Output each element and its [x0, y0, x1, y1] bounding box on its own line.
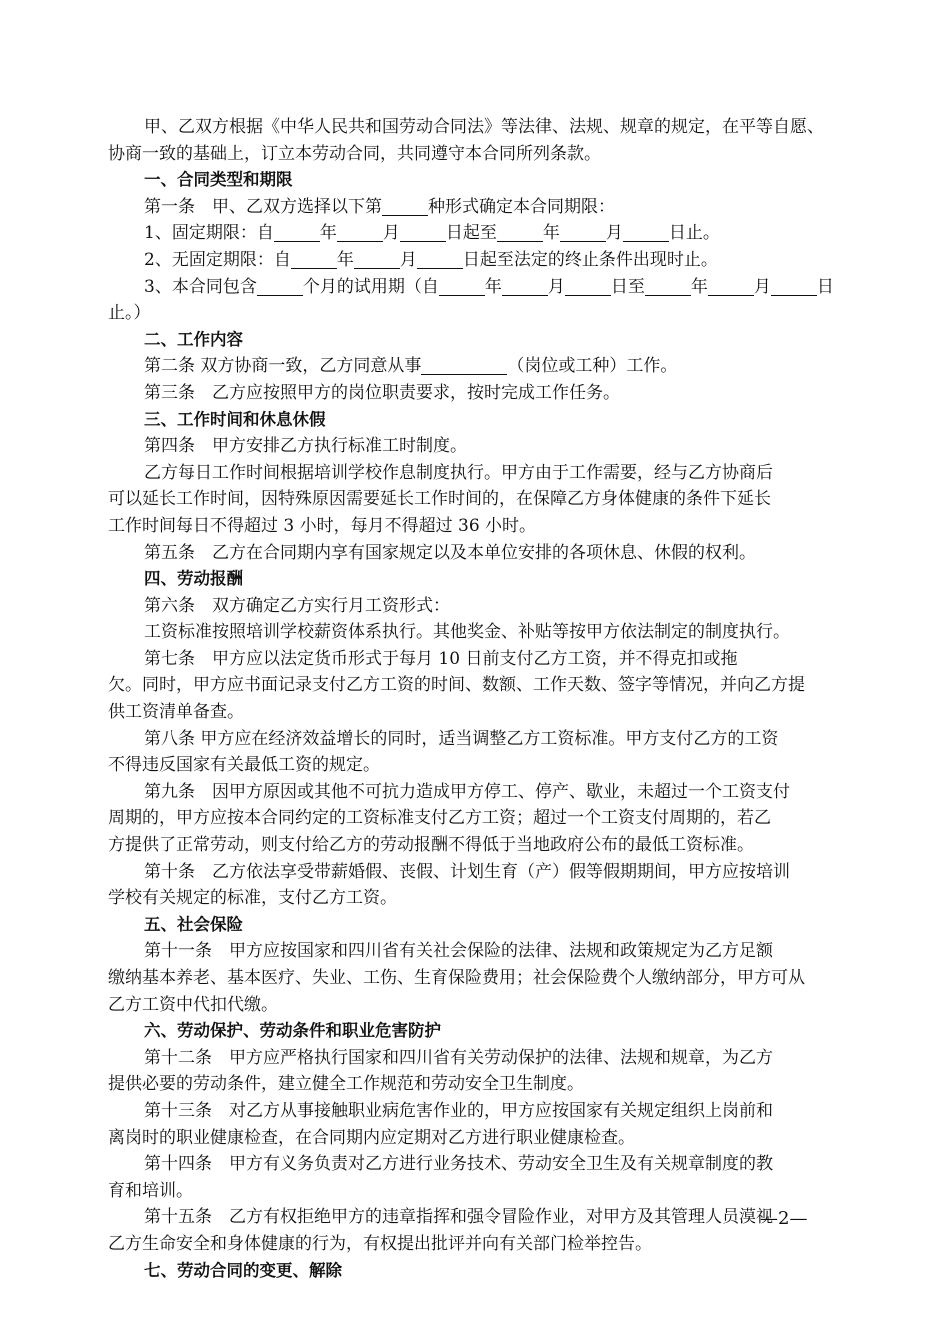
text-line: 乙方每日工作时间根据培训学校作息制度执行。甲方由于工作需要，经与乙方协商后	[144, 462, 773, 483]
section-heading: 七、劳动合同的变更、解除	[144, 1260, 342, 1280]
fill-in-blank[interactable]	[771, 275, 817, 296]
text-line: 不得违反国家有关最低工资的规定。	[108, 755, 380, 776]
fill-in-blank[interactable]	[274, 221, 320, 242]
section-heading: 四、劳动报酬	[144, 569, 243, 589]
text-line: 工资标准按照培训学校薪资体系执行。其他奖金、补贴等按甲方依法制定的制度执行。	[144, 622, 790, 643]
text-line: 第七条 甲方应以法定货币形式于每月 10 日前支付乙方工资，并不得克扣或拖	[144, 648, 738, 669]
text-line: 止。）	[108, 303, 151, 324]
text-line: 第一条 甲、乙双方选择以下第 种形式确定本合同期限：	[144, 196, 615, 217]
fill-in-blank[interactable]	[291, 248, 337, 269]
fill-in-blank[interactable]	[645, 275, 691, 296]
fill-in-blank[interactable]	[421, 354, 507, 375]
text-line: 缴纳基本养老、基本医疗、失业、工伤、生育保险费用；社会保险费个人缴纳部分，甲方可从	[108, 968, 805, 988]
text-line: 供工资清单备查。	[108, 702, 244, 723]
section-heading: 六、劳动保护、劳动条件和职业危害防护	[144, 1021, 441, 1041]
text-line: 第十条 乙方依法享受带薪婚假、丧假、计划生育（产）假等假期期间，甲方应按培训	[144, 861, 790, 882]
fill-in-blank[interactable]	[497, 221, 543, 242]
page-number: —2—	[760, 1208, 808, 1229]
contract-body	[108, 114, 853, 1284]
fill-in-blank[interactable]	[417, 248, 463, 269]
text-line: 甲、乙双方根据《中华人民共和国劳动合同法》等法律、法规、规章的规定，在平等自愿、	[144, 117, 824, 137]
text-line: 可以延长工作时间，因特殊原因需要延长工作时间的，在保障乙方身体健康的条件下延长	[108, 489, 771, 510]
fill-in-blank[interactable]	[439, 275, 485, 296]
fill-in-blank[interactable]	[382, 195, 428, 216]
fill-in-blank[interactable]	[400, 221, 446, 242]
fill-in-blank[interactable]	[565, 275, 611, 296]
text-line: 育和培训。	[108, 1180, 193, 1201]
text-line: 2、无固定期限：自 年 月 日起至法定的终止条件出现时止。	[144, 249, 718, 270]
fill-in-blank[interactable]	[708, 275, 754, 296]
text-line: 乙方工资中代扣代缴。	[108, 994, 278, 1015]
text-line: 第二条 双方协商一致，乙方同意从事 （岗位或工种）工作。	[144, 356, 678, 377]
text-line: 提供必要的劳动条件，建立健全工作规范和劳动安全卫生制度。	[108, 1074, 584, 1095]
text-line: 3、本合同包含 个月的试用期（自 年 月 日至 年 月 日	[144, 276, 834, 297]
text-line: 第五条 乙方在合同期内享有国家规定以及本单位安排的各项休息、休假的权利。	[144, 542, 756, 563]
text-line: 第十二条 甲方应严格执行国家和四川省有关劳动保护的法律、法规和规章，为乙方	[144, 1047, 773, 1068]
section-heading: 三、工作时间和休息休假	[144, 409, 326, 429]
text-line: 周期的，甲方应按本合同约定的工资标准支付乙方工资；超过一个工资支付周期的，若乙	[108, 808, 771, 829]
text-line: 乙方生命安全和身体健康的行为，有权提出批评并向有关部门检举控告。	[108, 1233, 652, 1254]
text-line: 欠。同时，甲方应书面记录支付乙方工资的时间、数额、工作天数、签字等情况，并向乙方提	[108, 675, 805, 696]
text-line: 第十三条 对乙方从事接触职业病危害作业的，甲方应按国家有关规定组织上岗前和	[144, 1100, 773, 1121]
fill-in-blank[interactable]	[623, 221, 669, 242]
section-heading: 二、工作内容	[144, 329, 243, 349]
text-line: 第四条 甲方安排乙方执行标准工时制度。	[144, 436, 467, 457]
text-line: 第三条 乙方应按照甲方的岗位职责要求，按时完成工作任务。	[144, 382, 620, 403]
text-line: 第六条 双方确定乙方实行月工资形式：	[144, 595, 450, 616]
fill-in-blank[interactable]	[257, 275, 303, 296]
fill-in-blank[interactable]	[560, 221, 606, 242]
text-line: 第十五条 乙方有权拒绝甲方的违章指挥和强令冒险作业，对甲方及其管理人员漠视	[144, 1207, 773, 1228]
text-line: 协商一致的基础上，订立本劳动合同，共同遵守本合同所列条款。	[108, 143, 601, 164]
section-heading: 一、合同类型和期限	[144, 170, 293, 190]
text-line: 第十四条 甲方有义务负责对乙方进行业务技术、劳动安全卫生及有关规章制度的教	[144, 1154, 773, 1175]
fill-in-blank[interactable]	[354, 248, 400, 269]
text-line: 工作时间每日不得超过 3 小时，每月不得超过 36 小时。	[108, 515, 537, 536]
text-line: 第十一条 甲方应按国家和四川省有关社会保险的法律、法规和政策规定为乙方足额	[144, 941, 773, 962]
text-line: 离岗时的职业健康检查，在合同期内应定期对乙方进行职业健康检查。	[108, 1127, 635, 1148]
section-heading: 五、社会保险	[144, 914, 243, 934]
text-line: 1、固定期限：自 年 月 日起至 年 月 日止。	[144, 223, 720, 244]
fill-in-blank[interactable]	[502, 275, 548, 296]
fill-in-blank[interactable]	[337, 221, 383, 242]
text-line: 学校有关规定的标准，支付乙方工资。	[108, 888, 397, 909]
text-line: 第九条 因甲方原因或其他不可抗力造成甲方停工、停产、歇业，未超过一个工资支付	[144, 781, 790, 802]
text-line: 第八条 甲方应在经济效益增长的同时，适当调整乙方工资标准。甲方支付乙方的工资	[144, 728, 779, 749]
text-line: 方提供了正常劳动，则支付给乙方的劳动报酬不得低于当地政府公布的最低工资标准。	[108, 835, 754, 856]
